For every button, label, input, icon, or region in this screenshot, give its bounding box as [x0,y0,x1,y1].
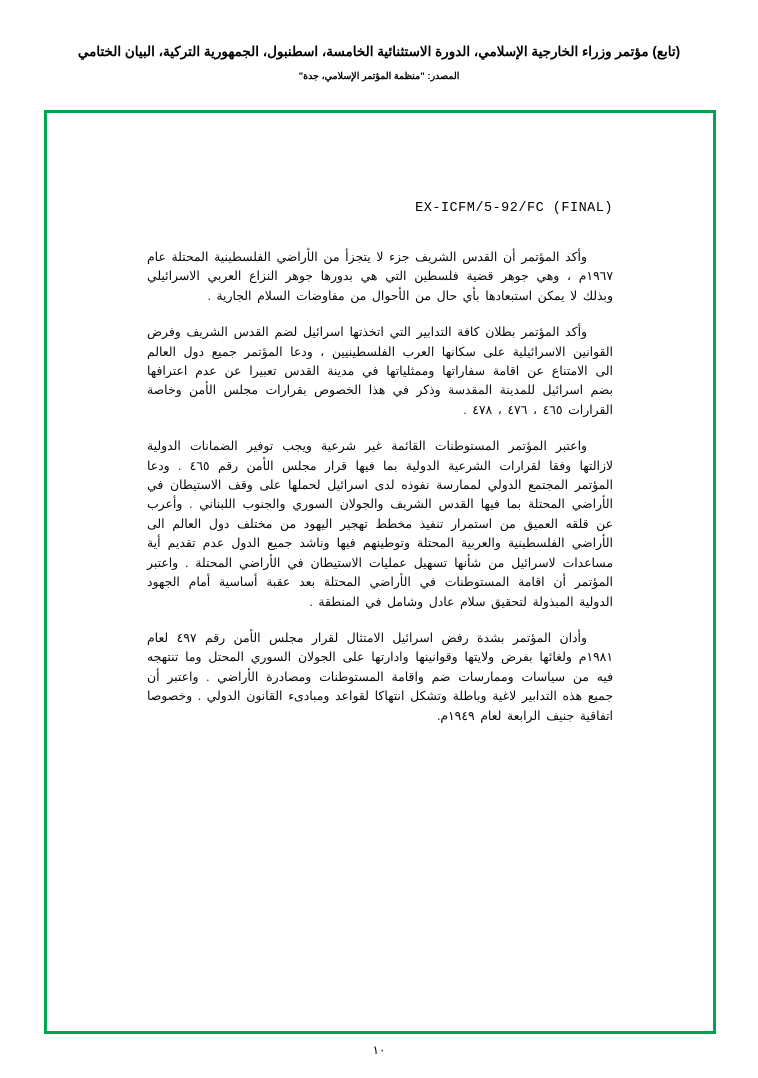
body-text [147,248,613,726]
page-number: ١٠ [372,1043,386,1057]
document-header [0,44,758,82]
source-line: المصدر: "منظمة المؤتمر الإسلامي، جدة" [298,71,460,82]
paragraph: وأدان المؤتمر بشدة رفض اسرائيل الامتثال لقرار مجلس الأمن رقم ٤٩٧ لعام ١٩٨١م ولغائها بفرض ولايتها وقوانينها وادارتها على الجولان السوري المحتل وما تنتهجه فيه من سياسات وممارسات ضم واقامة المستوطنات ومصادرة الأراضي . واعتبر أن جميع هذه التدابير لاغية وباطلة وتشكل انتهاكا لقواعد ومبادىء القانون الدولي . وخصوصا اتفاقية جنيف الرابعة لعام ١٩٤٩م. [147,630,613,723]
paragraph: وأكد المؤتمر بطلان كافة التدابير التي اتخذتها اسرائيل لضم القدس الشريف وفرض القوانين الاسرائيلية على سكانها العرب الفلسطينيين ، ودعا المؤتمر جميع دول العالم الى الامتناع عن اقامة سفاراتها وممثلياتها في مدينة القدس تعبيرا عن عدم اعترافها بضم اسرائيل للمدينة المقدسة وذكر في هذا الخصوص بقرارات مجلس الأمن وخاصة القرارات ٤٦٥ ، ٤٧٦ ، ٤٧٨ . [147,325,613,417]
page-title: (تابع) مؤتمر وزراء الخارجية الإسلامي، الدورة الاستثنائية الخامسة، اسطنبول، الجمهورية التركية، البيان الختامي [77,44,681,59]
paragraph: وأكد المؤتمر أن القدس الشريف جزء لا يتجزأ من الأراضي الفلسطينية المحتلة عام ١٩٦٧م ، وهي جوهر قضية فلسطين التي هي بدورها جوهر النزاع العربي الاسرائيلي وبذلك لا يمكن استبعادها بأي حال من الأحوال من مفاوضات السلام الجارية . [147,250,613,303]
green-border-frame [44,110,716,1034]
paragraph: واعتبر المؤتمر المستوطنات القائمة غير شرعية ويجب توفير الضمانات الدولية لازالتها وفقا لقرارات الشرعية الدولية بما فيها قرار مجلس الأمن رقم ٤٦٥ . ودعا المؤتمر المجتمع الدولي لممارسة نفوذه لدى اسرائيل لحملها على وقف الاستيطان في الأراضي المحتلة بما فيها القدس الشريف والجولان السوري والجنوب اللبناني . وأعرب عن قلقه العميق من استمرار تنفيذ مخطط تهجير اليهود من مختلف دول العالم الى الأراضي الفلسطينية والعربية المحتلة وتوطينهم فيها وناشد جميع الدول عدم تقديم أية مساعدات لاسرائيل من شأنها تسهيل عمليات الاستيطان في الأراضي المحتلة . واعتبر المؤتمر أن اقامة المستوطنات في الأراضي المحتلة بعد عقبة أساسية أمام الجهود الدولية المبذولة لتحقيق سلام عادل وشامل في المنطقة . [147,439,613,609]
document-code: EX-ICFM/5-92/FC (FINAL) [415,201,613,216]
